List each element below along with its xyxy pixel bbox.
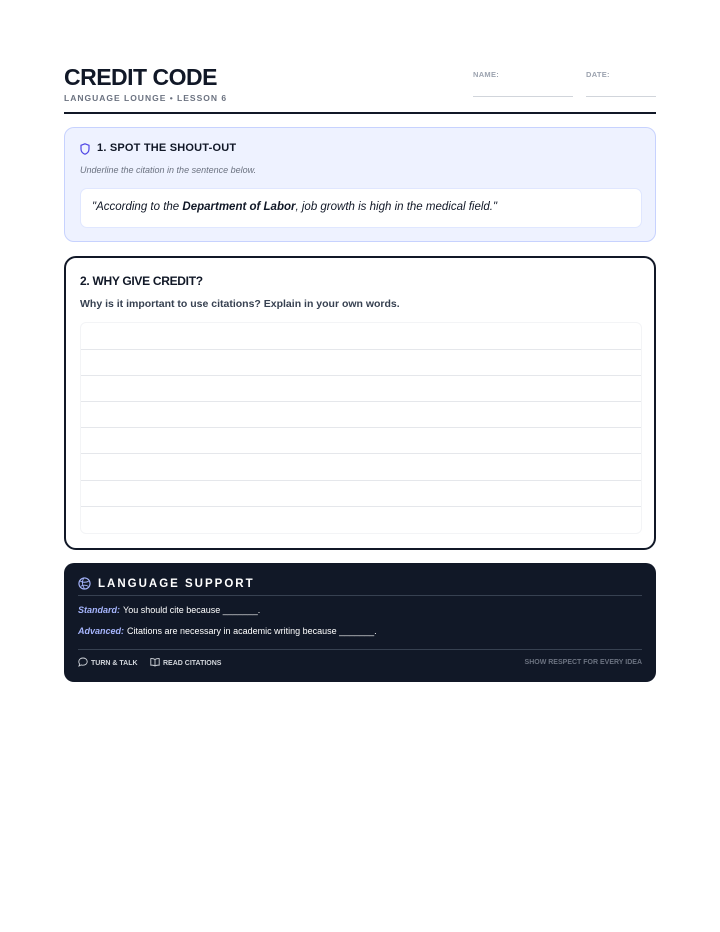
worksheet-header [64,64,656,114]
standard-label: Standard: [78,605,121,615]
language-support-panel [64,563,656,682]
writing-line [81,480,641,481]
sentence-frame-standard [78,605,260,615]
quote-citation: Department of Labor [182,201,296,213]
shield-icon [80,142,90,154]
turn-talk-item [78,657,138,669]
section1-heading: 1. SPOT THE SHOUT-OUT [97,142,237,154]
support-heading-row [78,577,255,590]
open-book-icon [150,657,160,669]
section-spot-the-shout-out [64,127,656,242]
date-label: DATE: [586,70,610,79]
date-field[interactable] [586,96,656,97]
writing-line [81,349,641,350]
divider [78,649,642,650]
section2-question: Why is it important to use citations? Explain in your own words. [80,298,400,310]
section-why-give-credit [64,256,656,550]
quote-sentence[interactable] [92,201,497,213]
section1-heading-row [80,142,236,154]
writing-line [81,453,641,454]
answer-area[interactable] [80,322,642,534]
support-title: LANGUAGE SUPPORT [98,577,255,590]
section2-heading: 2. WHY GIVE CREDIT? [80,274,203,288]
quote-text-before: "According to the [92,201,183,213]
writing-line [81,506,641,507]
page-subtitle: LANGUAGE LOUNGE • LESSON 6 [64,93,228,103]
quote-box [80,188,642,228]
writing-line [81,375,641,376]
read-citations-label: READ CITATIONS [163,659,222,667]
writing-line [81,401,641,402]
quote-text-after: , job growth is high in the medical field." [295,201,498,213]
name-label: NAME: [473,70,500,79]
motto: SHOW RESPECT FOR EVERY IDEA [524,659,642,666]
page-title: CREDIT CODE [64,64,217,90]
standard-text: You should cite because _______. [123,605,261,615]
section1-instruction: Underline the citation in the sentence below. [80,165,257,175]
name-field[interactable] [473,96,573,97]
sentence-frame-advanced [78,626,377,636]
advanced-label: Advanced: [78,626,125,636]
chat-bubble-icon [78,657,88,669]
advanced-text: Citations are necessary in academic writing because _______. [127,626,377,636]
read-citations-item [150,657,221,669]
divider [78,595,642,596]
turn-talk-label: TURN & TALK [91,659,138,667]
writing-line [81,427,641,428]
globe-icon [78,577,91,590]
